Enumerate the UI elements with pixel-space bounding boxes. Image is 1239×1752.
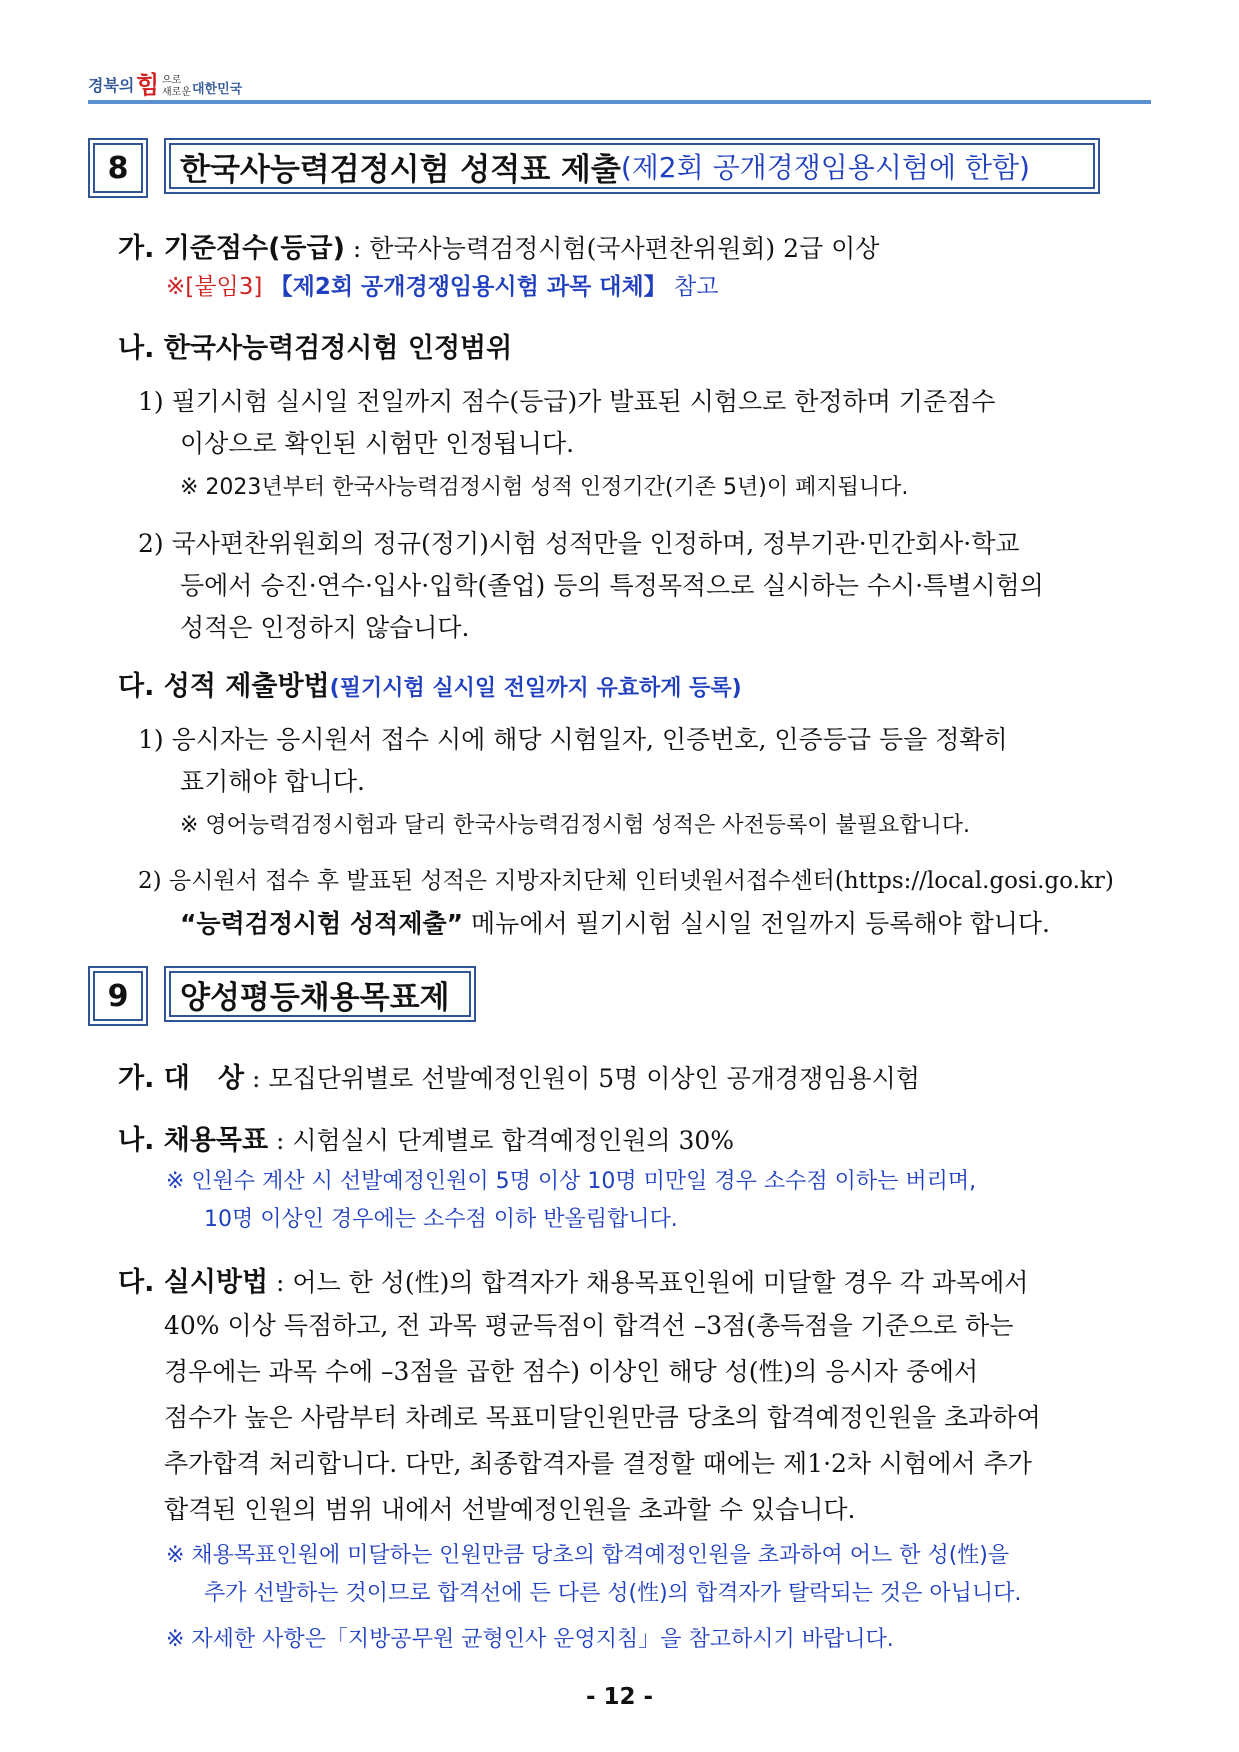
s9-note1-l1: ※ 채용목표인원에 미달하는 인원만큼 당초의 합격예정인원을 초과하여 어느 한 성(性)을 [166, 1543, 1010, 1568]
s8-da2-rest: 메뉴에서 필기시험 실시일 전일까지 등록해야 합니다. [463, 909, 1051, 938]
ref-blue: 【제2회 공개경쟁임용시험 과목 대체】 [269, 274, 667, 300]
s8-na-head: 나. 한국사능력검정시험 인정범위 [118, 333, 513, 364]
s8-da2-l1: 2) 응시원서 접수 후 발표된 성적은 지방자치단체 인터넷원서접수센터(https://local.gosi.go.kr) [138, 868, 1114, 894]
s9-da-l1: : 어느 한 성(性)의 합격자가 채용목표인원에 미달할 경우 각 과목에서 [268, 1268, 1029, 1297]
s9-na-head: 나. 채용목표 [118, 1125, 269, 1156]
s8-da-head: 다. 성적 제출방법 [118, 671, 330, 702]
s9-na-note-l2: 10명 이상인 경우에는 소수점 이하 반올림합니다. [204, 1207, 678, 1232]
s8-da-note: (필기시험 실시일 전일까지 유효하게 등록) [329, 676, 742, 701]
s9-note1-l2: 추가 선발하는 것이므로 합격선에 든 다른 성(性)의 합격자가 탈락되는 것은 아닙니다. [204, 1581, 1022, 1606]
section-8-title-note: (제2회 공개경쟁임용시험에 한함) [620, 151, 1030, 184]
logo-icon [88, 67, 248, 101]
s9-note2: ※ 자세한 사항은「지방공무원 균형인사 운영지침」을 참고하시기 바랍니다. [166, 1627, 894, 1652]
s9-da-head: 다. 실시방법 [118, 1267, 269, 1298]
page-number: - 12 - [585, 1684, 654, 1710]
s9-da-l6: 합격된 인원의 범위 내에서 선발예정인원을 초과할 수 있습니다. [164, 1495, 856, 1524]
s8-da2-bold: “능력검정시험 성적제출” [180, 909, 464, 938]
section-9-title: 양성평등채용목표제 [164, 966, 476, 1022]
section-8-title-text: 한국사능력검정시험 성적표 제출 [180, 151, 621, 188]
s8-da1-note: ※ 영어능력검정시험과 달리 한국사능력검정시험 성적은 사전등록이 불필요합니다. [180, 813, 970, 838]
s8-na1-l1: 1) 필기시험 실시일 전일까지 점수(등급)가 발표된 시험으로 한정하며 기준점수 [138, 387, 996, 416]
s9-da [118, 1260, 1028, 1299]
s9-da-l4: 점수가 높은 사람부터 차례로 목표미달인원만큼 당초의 합격예정인원을 초과하여 [164, 1403, 1041, 1432]
ref-mark: ※ [166, 274, 186, 300]
s9-da-l2: 40% 이상 득점하고, 전 과목 평균득점이 합격선 –3점(총득점을 기준으로 하는 [164, 1311, 1014, 1340]
s9-na-note-l1: ※ 인원수 계산 시 선발예정인원이 5명 이상 10명 미만일 경우 소수점 이하는 버리며, [166, 1169, 977, 1194]
header-logo [88, 64, 248, 104]
section-8-number: 8 [88, 138, 148, 198]
s9-na [118, 1118, 734, 1157]
s8-ga-head: 가. 기준점수(등급) [118, 233, 345, 264]
s9-ga-head: 가. 대 상 [118, 1063, 245, 1094]
s9-ga-text: : 모집단위별로 선발예정인원이 5명 이상인 공개경쟁임용시험 [244, 1064, 920, 1093]
ref-red: [붙임3] [185, 274, 263, 300]
s9-na-text: : 시험실시 단계별로 합격예정인원의 30% [268, 1126, 735, 1155]
ref-tail: 참고 [674, 274, 719, 300]
s8-ga-ref [166, 268, 718, 301]
svg-text:힘: 힘 [136, 71, 160, 99]
s8-na2-l1: 2) 국사편찬위원회의 정규(정기)시험 성적만을 인정하며, 정부기관·민간회사·학교 [138, 529, 1020, 558]
logo-text-b: 으로 [162, 75, 182, 86]
s8-na2-l3: 성적은 인정하지 않습니다. [180, 613, 470, 642]
logo-text-c: 새로운 [162, 87, 191, 98]
s8-ga-text: : 한국사능력검정시험(국사편찬위원회) 2급 이상 [344, 234, 880, 263]
s9-da-l5: 추가합격 처리합니다. 다만, 최종합격자를 결정할 때에는 제1·2차 시험에서 추가 [164, 1449, 1032, 1478]
s8-da1-l2: 표기해야 합니다. [180, 767, 365, 796]
s8-da1-l1: 1) 응시자는 응시원서 접수 시에 해당 시험일자, 인증번호, 인증등급 등을 정확히 [138, 725, 1008, 754]
s9-da-l3: 경우에는 과목 수에 –3점을 곱한 점수) 이상인 해당 성(性)의 응시자 중에서 [164, 1357, 979, 1386]
header-rule [88, 100, 1151, 104]
logo-text-d: 대한민국 [192, 82, 243, 97]
s8-da [118, 664, 742, 703]
s8-da2-l2 [180, 904, 1050, 940]
section-8-title [164, 138, 1100, 194]
s8-ga [118, 226, 879, 265]
logo-text-a: 경북의 [88, 76, 135, 95]
s8-na1-l2: 이상으로 확인된 시험만 인정됩니다. [180, 429, 575, 458]
s8-na2-l2: 등에서 승진·연수·입사·입학(졸업) 등의 특정목적으로 실시하는 수시·특별시험의 [180, 571, 1044, 600]
s9-ga [118, 1056, 920, 1095]
section-9-number: 9 [88, 966, 148, 1026]
s8-na1-note: ※ 2023년부터 한국사능력검정시험 성적 인정기간(기존 5년)이 폐지됩니다. [180, 475, 909, 500]
